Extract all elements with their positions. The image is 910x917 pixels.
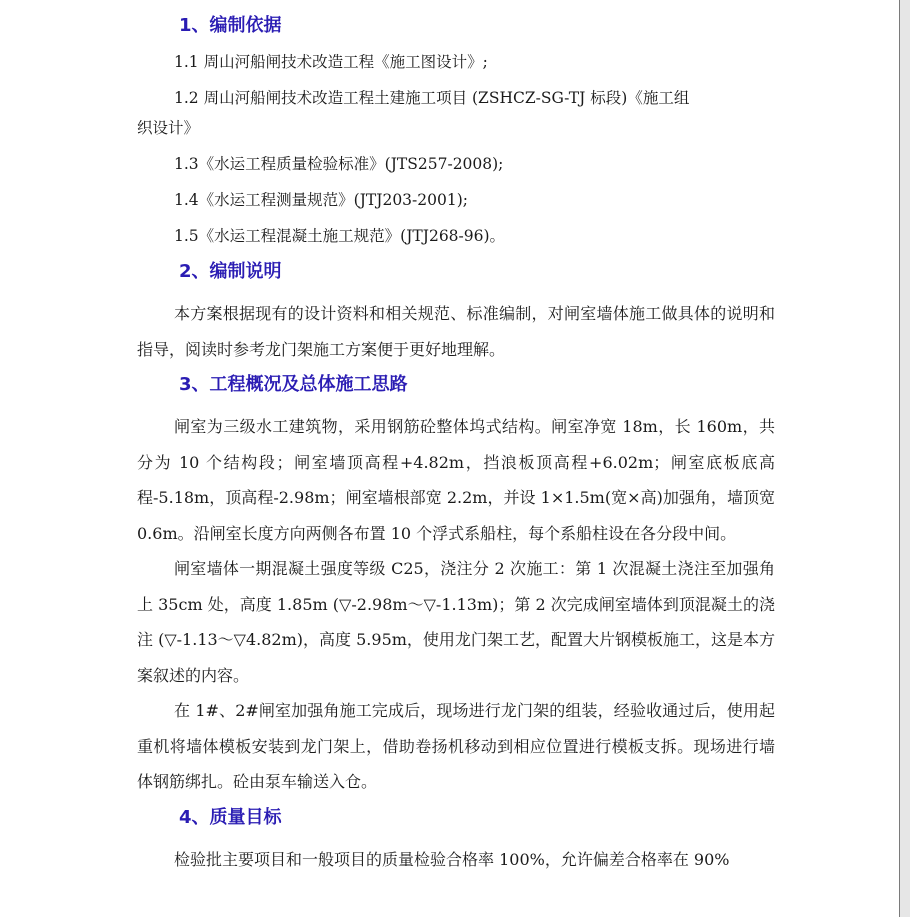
section-3-heading: 3、工程概况及总体施工思路: [179, 374, 408, 395]
section-4-heading: 4、质量目标: [179, 806, 282, 828]
section-2-paragraph: 本方案根据现有的设计资料和相关规范、标准编制，对闸室墙体施工做具体的说明和指导，阅读时参考龙门架施工方案便于更好地理解。: [137, 304, 775, 359]
section-4-paragraph: 检验批主要项目和一般项目的质量检验合格率 100%，允许偏差合格率在 90%: [174, 849, 730, 869]
section-3-paragraph-2: 闸室墙体一期混凝土强度等级 C25，浇注分 2 次施工：第 1 次混凝土浇注至加强角上 35cm 处，高度 1.85m (▽-2.98m～▽-1.13m)；第 2 次完成闸室墙体到顶混凝土的浇注 (▽-1.13～▽4.82m)，高度 5.95m，使用龙门架工艺，配置大片钢模板施工，这是本方案叙述的内容。: [137, 559, 775, 685]
reference-item-1: 1.1 周山河船闸技术改造工程《施工图设计》;: [174, 53, 488, 71]
window-edge: [900, 0, 910, 917]
document-body: [137, 14, 775, 877]
reference-item-5: 1.5《水运工程混凝土施工规范》(JTJ268-96)。: [174, 227, 506, 245]
reference-item-4: 1.4《水运工程测量规范》(JTJ203-2001);: [174, 191, 469, 209]
reference-item-2: 1.2 周山河船闸技术改造工程土建施工项目 (ZSHCZ-SG-TJ 标段)《施工组: [174, 89, 690, 107]
section-3-paragraph-1: 闸室为三级水工建筑物，采用钢筋砼整体坞式结构。闸室净宽 18m，长 160m，共分为 10 个结构段；闸室墙顶高程+4.82m，挡浪板顶高程+6.02m；闸室底板底高程-5.18m，顶高程-2.98m；闸室墙根部宽 2.2m，并设 1×1.5m(宽×高)加强角，墙顶宽 0.6m。沿闸室长度方向两侧各布置 10 个浮式系船柱，每个系船柱设在各分段中间。: [137, 417, 775, 543]
section-3-paragraph-3: 在 1#、2#闸室加强角施工完成后，现场进行龙门架的组装，经验收通过后，使用起重机将墙体模板安装到龙门架上，借助卷扬机移动到相应位置进行模板支拆。现场进行墙体钢筋绑扎。砼由泵车输送入仓。: [137, 701, 775, 791]
section-2-heading: 2、编制说明: [179, 261, 282, 282]
reference-item-3: 1.3《水运工程质量检验标准》(JTS257-2008);: [174, 155, 504, 173]
section-1-heading: 1、编制依据: [179, 15, 282, 36]
reference-item-2-continued: 织设计》: [137, 119, 200, 137]
